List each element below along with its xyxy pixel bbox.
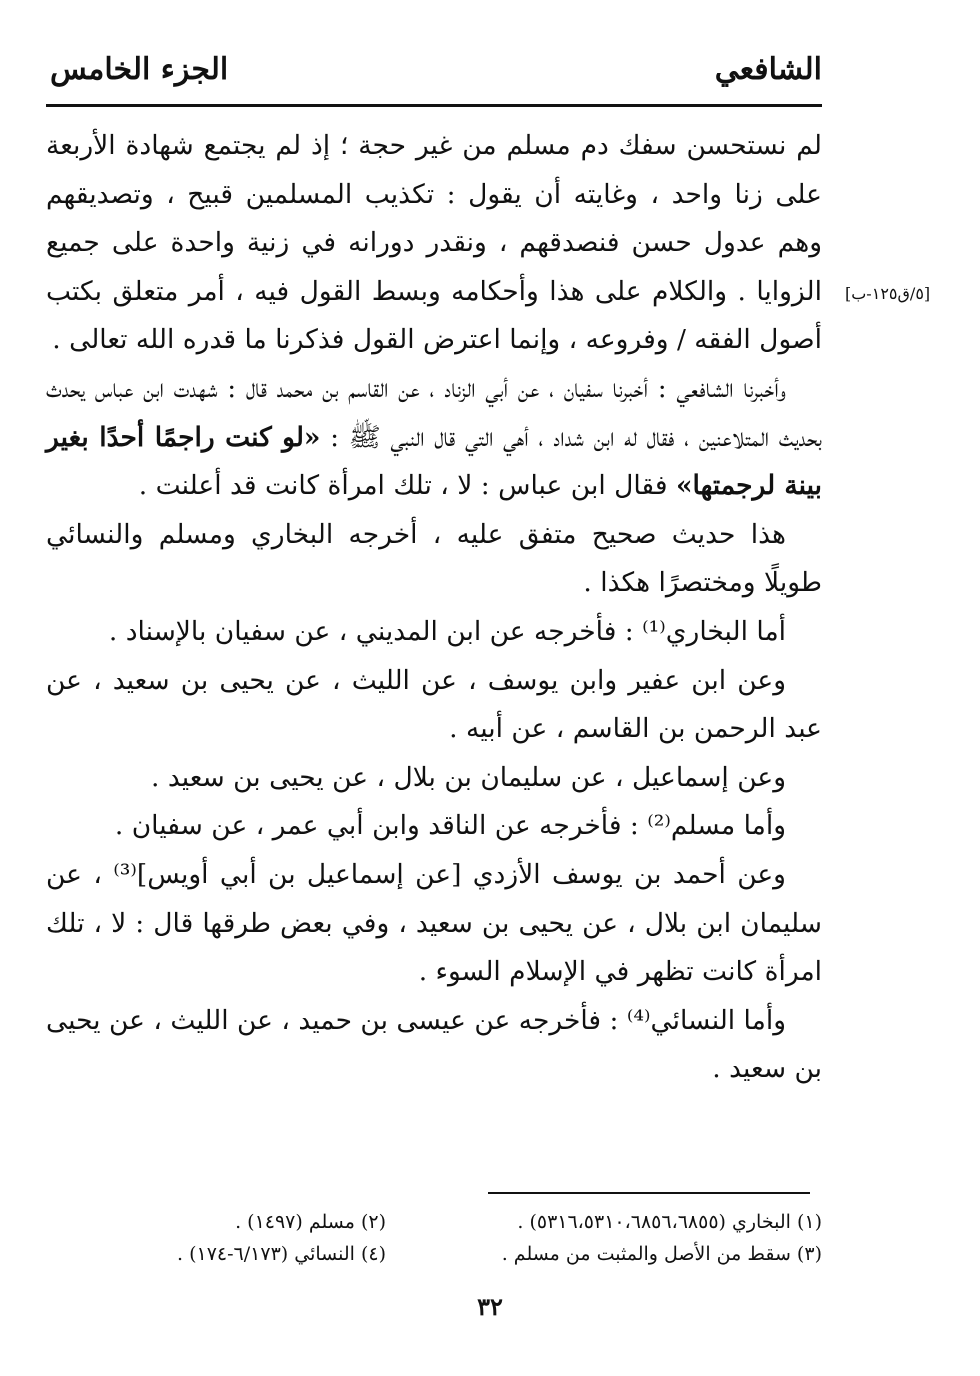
footnote-row <box>46 1206 822 1238</box>
paragraph: أما البخاري⁽¹⁾ : فأخرجه عن ابن المديني ، عن سفيان بالإسناد . <box>108 615 786 647</box>
footnote: (١) البخاري (٥٣١٦،٥٣١٠،٦٨٥٦،٦٨٥٥) . <box>517 1211 822 1233</box>
paragraph-text: فقال ابن عباس : لا ، تلك امرأة كانت قد أعلنت . <box>138 470 676 502</box>
book-title: الشافعي <box>714 52 822 87</box>
header-rule <box>46 104 822 107</box>
hadith-quote: «لو كنت راجمًا أحدًا بغير بينة لرجمتها» <box>46 421 822 502</box>
paragraph: وأما مسلم⁽²⁾ : فأخرجه عن الناقد وابن أبي عمر ، عن سفيان . <box>114 810 786 842</box>
footnote-rule <box>488 1192 810 1194</box>
paragraph-text: وأخبرنا الشافعي : أخبرنا سفيان ، عن أبي الزناد ، عن القاسم بن محمد قال : شهدت ابن عباس يحدث بحديث المتلاعنين ، فقال له ابن شداد ، أهي التي قال النبي ﷺ : <box>46 372 822 453</box>
page-number: ٣٢ <box>477 1292 503 1321</box>
paragraph: وأما النسائي⁽⁴⁾ : فأخرجه عن عيسى بن حميد ، عن الليث ، عن يحيى بن سعيد . <box>45 1004 822 1085</box>
margin-note: [٥/ق١٢٥-ب] <box>845 284 931 303</box>
footnote: (٤) النسائي (٦/١٧٣-١٧٤) . <box>177 1243 386 1265</box>
footnote: (٢) مسلم (١٤٩٧) . <box>235 1211 386 1233</box>
paragraph: وعن أحمد بن يوسف الأزدي [عن إسماعيل بن أبي أويس]⁽³⁾ ، عن سليمان ابن بلال ، عن يحيى بن سعيد ، وفي بعض طرقها قال : لا ، تلك امرأة كانت تظهر في الإسلام السوء . <box>46 858 822 988</box>
paragraph <box>46 365 822 511</box>
footnote-row <box>46 1238 822 1270</box>
running-header <box>46 52 822 100</box>
paragraph: وعن ابن عفير وابن يوسف ، عن الليث ، عن يحيى بن سعيد ، عن عبد الرحمن بن القاسم ، عن أبيه . <box>46 664 822 745</box>
paragraph: وعن إسماعيل ، عن سليمان بن بلال ، عن يحيى بن سعيد . <box>150 761 786 793</box>
paragraph: هذا حديث صحيح متفق عليه ، أخرجه البخاري ومسلم والنسائي طويلًا ومختصرًا هكذا . <box>46 518 822 599</box>
footnote: (٣) سقط من الأصل والمثبت من مسلم . <box>501 1243 822 1265</box>
paragraph: لم نستحسن سفك دم مسلم من غير حجة ؛ إذ لم يجتمع شهادة الأربعة على زنا واحد ، وغايته أن يقول : تكذيب المسلمين قبيح ، وتصديقهم وهم عدول حسن فنصدقهم ، ونقدر دورانه في زنية واحدة على جميع الزوايا . والكلام على هذا وأحكامه وبسط القول فيه ، أمر متعلق بكتب أصول الفقه / وفروعه ، وإنما اعترض القول فذكرنا ما قدره الله تعالى . <box>46 130 822 356</box>
main-text <box>46 122 822 1094</box>
footnotes <box>46 1206 822 1270</box>
part-label: الجزء الخامس <box>50 52 229 87</box>
